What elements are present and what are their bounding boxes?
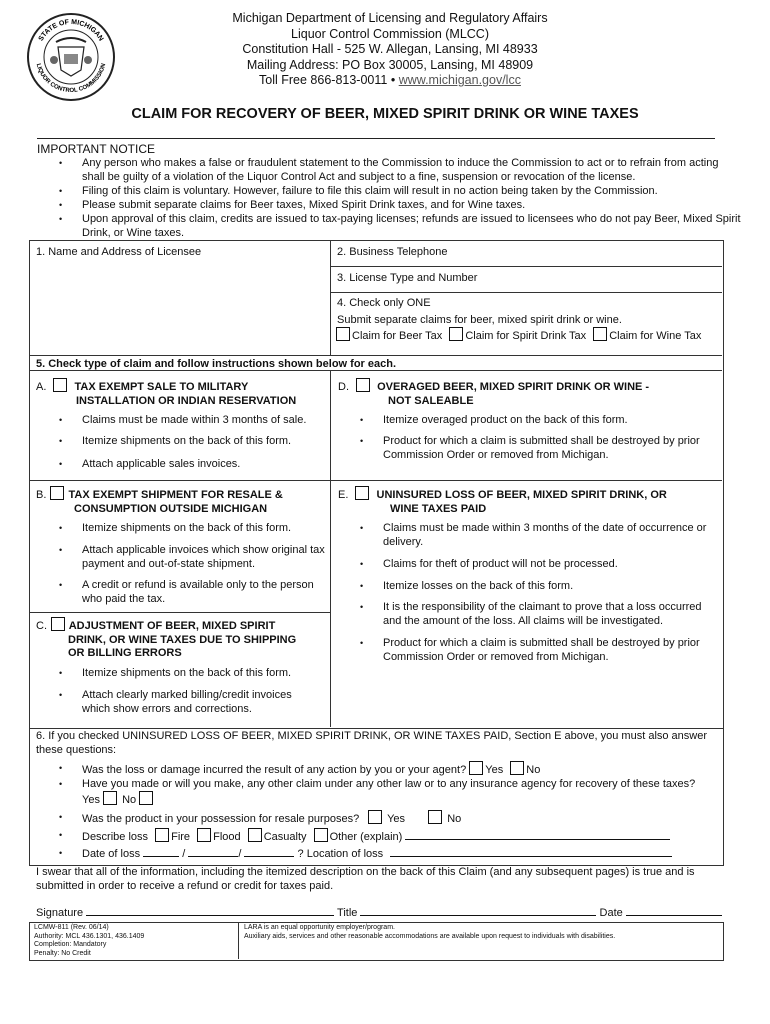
section-e-letter: E. <box>338 489 349 501</box>
loss-other-checkbox[interactable] <box>314 828 328 842</box>
bullet-icon: • <box>59 545 63 555</box>
divider <box>330 266 722 267</box>
section-b-item-2: Attach applicable invoices which show original tax payment and out-of-state shipment. <box>82 544 325 570</box>
date-day-input[interactable] <box>188 846 238 857</box>
form-title: CLAIM FOR RECOVERY OF BEER, MIXED SPIRIT DRINK OR WINE TAXES <box>131 106 639 122</box>
bullet-icon: • <box>59 763 63 773</box>
loss-explain-input[interactable] <box>405 829 670 840</box>
section-a-checkbox[interactable] <box>53 378 67 392</box>
title-input[interactable] <box>360 905 596 916</box>
divider <box>29 612 330 613</box>
section-e-item-4: It is the responsibility of the claimant to prove that a loss occurred and the amount of the loss. All claims will be investigated. <box>383 601 702 627</box>
bullet-icon: • <box>59 690 63 700</box>
q6-other-claim-yes-label: Yes <box>82 794 100 806</box>
wine-tax-checkbox[interactable] <box>593 327 607 341</box>
bullet-icon: • <box>59 580 63 590</box>
section-c-title-3: OR BILLING ERRORS <box>68 647 182 659</box>
location-of-loss-label: ? Location of loss <box>297 848 384 860</box>
q6-other-claim-no-checkbox[interactable] <box>139 791 153 805</box>
notice-item-3: Please submit separate claims for Beer taxes, Mixed Spirit Drink taxes, and for Wine taxes. <box>82 199 526 211</box>
loss-other-label: Other (explain) <box>329 831 403 843</box>
q6-resale-yes-label: Yes <box>387 813 406 825</box>
beer-tax-label: Claim for Beer Tax <box>352 330 443 342</box>
section-d-title-2: NOT SALEABLE <box>388 395 474 407</box>
header-line-4: Mailing Address: PO Box 30005, Lansing, MI 48909 <box>246 57 534 72</box>
field-claim-type-label: 5. Check type of claim and follow instructions shown below for each. <box>36 358 397 370</box>
footer-penalty: Penalty: No Credit <box>34 949 91 957</box>
field-telephone-label: 2. Business Telephone <box>337 246 448 258</box>
section-b-item-3: A credit or refund is available only to the person who paid the tax. <box>82 579 314 605</box>
date-slash-1: / <box>182 848 186 860</box>
divider <box>330 292 722 293</box>
loss-fire-label: Fire <box>171 831 191 843</box>
bullet-icon: • <box>59 186 63 196</box>
date-input[interactable] <box>626 905 722 916</box>
bullet-icon: • <box>360 559 364 569</box>
bullet-icon: • <box>59 668 63 678</box>
q6-other-claim-no-label: No <box>122 794 137 806</box>
footer-accommodations: Auxiliary aids, services and other reasonable accommodations are available upon request to individuals with disabilities. <box>244 932 616 940</box>
section-e-item-1: Claims must be made within 3 months of the date of occurrence or delivery. <box>383 522 707 548</box>
bullet-icon: • <box>360 436 364 446</box>
loss-casualty-label: Casualty <box>263 831 307 843</box>
q6-resale-yes-checkbox[interactable] <box>368 810 382 824</box>
q6-agent-no-checkbox[interactable] <box>510 761 524 775</box>
divider <box>29 355 722 356</box>
q6-describe-loss-label: Describe loss <box>82 831 149 843</box>
section-d-letter: D. <box>338 381 349 393</box>
bullet-icon: • <box>59 200 63 210</box>
section-c-checkbox[interactable] <box>51 617 65 631</box>
section-c-item-1: Itemize shipments on the back of this form. <box>82 667 292 679</box>
section-b-letter: B. <box>36 489 47 501</box>
loss-flood-label: Flood <box>213 831 241 843</box>
section-e-item-2: Claims for theft of product will not be processed. <box>383 558 618 570</box>
q6-other-claim-question: Have you made or will you make, any other claim under any other law or to any insurance agency for recovery of these taxes? <box>82 778 696 790</box>
loss-fire-checkbox[interactable] <box>155 828 169 842</box>
q6-agent-no-label: No <box>526 764 541 776</box>
divider <box>238 922 239 959</box>
section-e-title-2: WINE TAXES PAID <box>390 503 487 515</box>
loss-casualty-checkbox[interactable] <box>248 828 262 842</box>
field-check-one-note: Submit separate claims for beer, mixed spirit drink or wine. <box>337 314 622 326</box>
spirit-tax-checkbox[interactable] <box>449 327 463 341</box>
notice-item-4: Upon approval of this claim, credits are issued to tax-paying licenses; refunds are issued to licensees who do not pay Beer, Mixed Spirit Drink, or Wine taxes. <box>82 213 741 239</box>
website-link[interactable]: www.michigan.gov/lcc <box>398 73 521 87</box>
notice-heading: IMPORTANT NOTICE <box>37 142 156 156</box>
section-d-checkbox[interactable] <box>356 378 370 392</box>
wine-tax-label: Claim for Wine Tax <box>609 330 702 342</box>
date-of-loss-label: Date of loss <box>82 848 141 860</box>
footer-eeo: LARA is an equal opportunity employer/program. <box>244 924 395 931</box>
bullet-icon: • <box>360 602 364 612</box>
q6-resale-no-checkbox[interactable] <box>428 810 442 824</box>
q6-resale-no-label: No <box>447 813 462 825</box>
bullet-icon: • <box>360 415 364 425</box>
oath-statement: I swear that all of the information, including the itemized description on the back of this Claim (and any subsequent pages) is true and is submitted in order to receive a refund or credit for taxes paid. <box>36 866 695 892</box>
section-c-item-2: Attach clearly marked billing/credit invoices which show errors and corrections. <box>82 689 292 715</box>
q6-agent-yes-label: Yes <box>485 764 504 776</box>
seal-bottom-text: LIQUOR CONTROL COMMISSION <box>34 62 108 95</box>
section-a-item-2: Itemize shipments on the back of this form. <box>82 435 292 447</box>
date-year-input[interactable] <box>244 846 294 857</box>
name-address-input[interactable] <box>31 262 327 352</box>
section-a-title-1: TAX EXEMPT SALE TO MILITARY <box>74 381 249 393</box>
section-b-title-2: CONSUMPTION OUTSIDE MICHIGAN <box>74 503 268 515</box>
bullet-icon: • <box>360 638 364 648</box>
field-name-address-label: 1. Name and Address of Licensee <box>36 246 202 258</box>
title-rule <box>37 138 715 139</box>
section-b-item-1: Itemize shipments on the back of this form. <box>82 522 292 534</box>
footer-authority: Authority: MCL 436.1301, 436.1409 <box>34 932 145 940</box>
notice-item-2: Filing of this claim is voluntary. However, failure to file this claim will result in no action being taken by the Commission. <box>82 185 658 197</box>
signature-input[interactable] <box>86 905 334 916</box>
section-a-item-1: Claims must be made within 3 months of sale. <box>82 414 307 426</box>
bullet-icon: • <box>59 214 63 224</box>
q6-agent-yes-checkbox[interactable] <box>469 761 483 775</box>
spirit-tax-label: Claim for Spirit Drink Tax <box>465 330 587 342</box>
date-label: Date <box>599 907 623 919</box>
header-line-3: Constitution Hall - 525 W. Allegan, Lansing, MI 48933 <box>242 42 538 56</box>
field-license-label: 3. License Type and Number <box>337 272 478 284</box>
title-label: Title <box>337 907 358 919</box>
date-slash-2: / <box>238 848 242 860</box>
section-e-item-3: Itemize losses on the back of this form. <box>383 580 574 592</box>
bullet-icon: • <box>59 436 63 446</box>
bullet-icon: • <box>360 581 364 591</box>
bullet-icon: • <box>59 812 63 822</box>
date-month-input[interactable] <box>143 846 179 857</box>
bullet-icon: • <box>59 523 63 533</box>
section-b-checkbox[interactable] <box>50 486 64 500</box>
section-c-title-2: DRINK, OR WINE TAXES DUE TO SHIPPING <box>68 633 297 646</box>
header-line-2: Liquor Control Commission (MLCC) <box>291 26 489 41</box>
header-line-1: Michigan Department of Licensing and Regulatory Affairs <box>232 11 548 25</box>
divider <box>29 370 722 371</box>
bullet-icon: • <box>360 523 364 533</box>
section-e-item-5: Product for which a claim is submitted shall be destroyed by prior Commission Order or removed from Michigan. <box>383 637 700 663</box>
bullet-icon: • <box>59 415 63 425</box>
footer-completion: Completion: Mandatory <box>34 941 107 948</box>
bullet-icon: • <box>59 158 63 168</box>
field-check-one-label: 4. Check only ONE <box>337 297 431 309</box>
agency-header <box>180 11 600 89</box>
notice-item-1: Any person who makes a false or fraudulent statement to the Commission to induce the Commission to act or to refrain from acting shall be guilty of a violation of the Liquor Control Act and subject to a fine, suspension or revocation of the license. <box>82 157 719 183</box>
seal-top-text: STATE OF MICHIGAN <box>37 18 105 43</box>
section-a-title-2: INSTALLATION OR INDIAN RESERVATION <box>76 395 297 407</box>
bullet-icon: • <box>59 848 63 858</box>
location-of-loss-input[interactable] <box>390 846 672 857</box>
section-b-title-1: TAX EXEMPT SHIPMENT FOR RESALE & <box>68 489 283 501</box>
beer-tax-checkbox[interactable] <box>336 327 350 341</box>
signature-label: Signature <box>36 907 84 919</box>
q6-agent-question: Was the loss or damage incurred the result of any action by you or your agent? <box>82 764 467 776</box>
section-d-title-1: OVERAGED BEER, MIXED SPIRIT DRINK OR WINE - <box>377 381 650 393</box>
section-e-title-1: UNINSURED LOSS OF BEER, MIXED SPIRIT DRINK, OR <box>376 489 667 501</box>
question-6-intro: 6. If you checked UNINSURED LOSS OF BEER, MIXED SPIRIT DRINK, OR WINE TAXES PAID, Section E above, you must also answer these questions: <box>36 730 708 756</box>
section-a-letter: A. <box>36 381 47 393</box>
bullet-icon: • <box>59 830 63 840</box>
section-c-letter: C. <box>36 620 47 632</box>
q6-resale-question: Was the product in your possession for resale purposes? <box>82 813 360 825</box>
section-d-item-2: Product for which a claim is submitted shall be destroyed by prior Commission Order or removed from Michigan. <box>383 435 700 461</box>
section-d-item-1: Itemize overaged product on the back of this form. <box>383 414 628 426</box>
footer-form-number: LCMW-811 (Rev. 06/14) <box>34 924 109 931</box>
bullet-icon: • <box>59 779 63 789</box>
toll-free-text: Toll Free 866-813-0011 • <box>259 73 399 87</box>
divider <box>330 370 331 727</box>
divider <box>330 240 331 355</box>
state-seal <box>26 12 116 102</box>
section-c-title-1: ADJUSTMENT OF BEER, MIXED SPIRIT <box>68 620 276 632</box>
q6-other-claim-yes-checkbox[interactable] <box>103 791 117 805</box>
section-e-checkbox[interactable] <box>355 486 369 500</box>
divider <box>29 480 722 481</box>
loss-flood-checkbox[interactable] <box>197 828 211 842</box>
bullet-icon: • <box>59 459 63 469</box>
section-a-item-3: Attach applicable sales invoices. <box>82 458 241 470</box>
